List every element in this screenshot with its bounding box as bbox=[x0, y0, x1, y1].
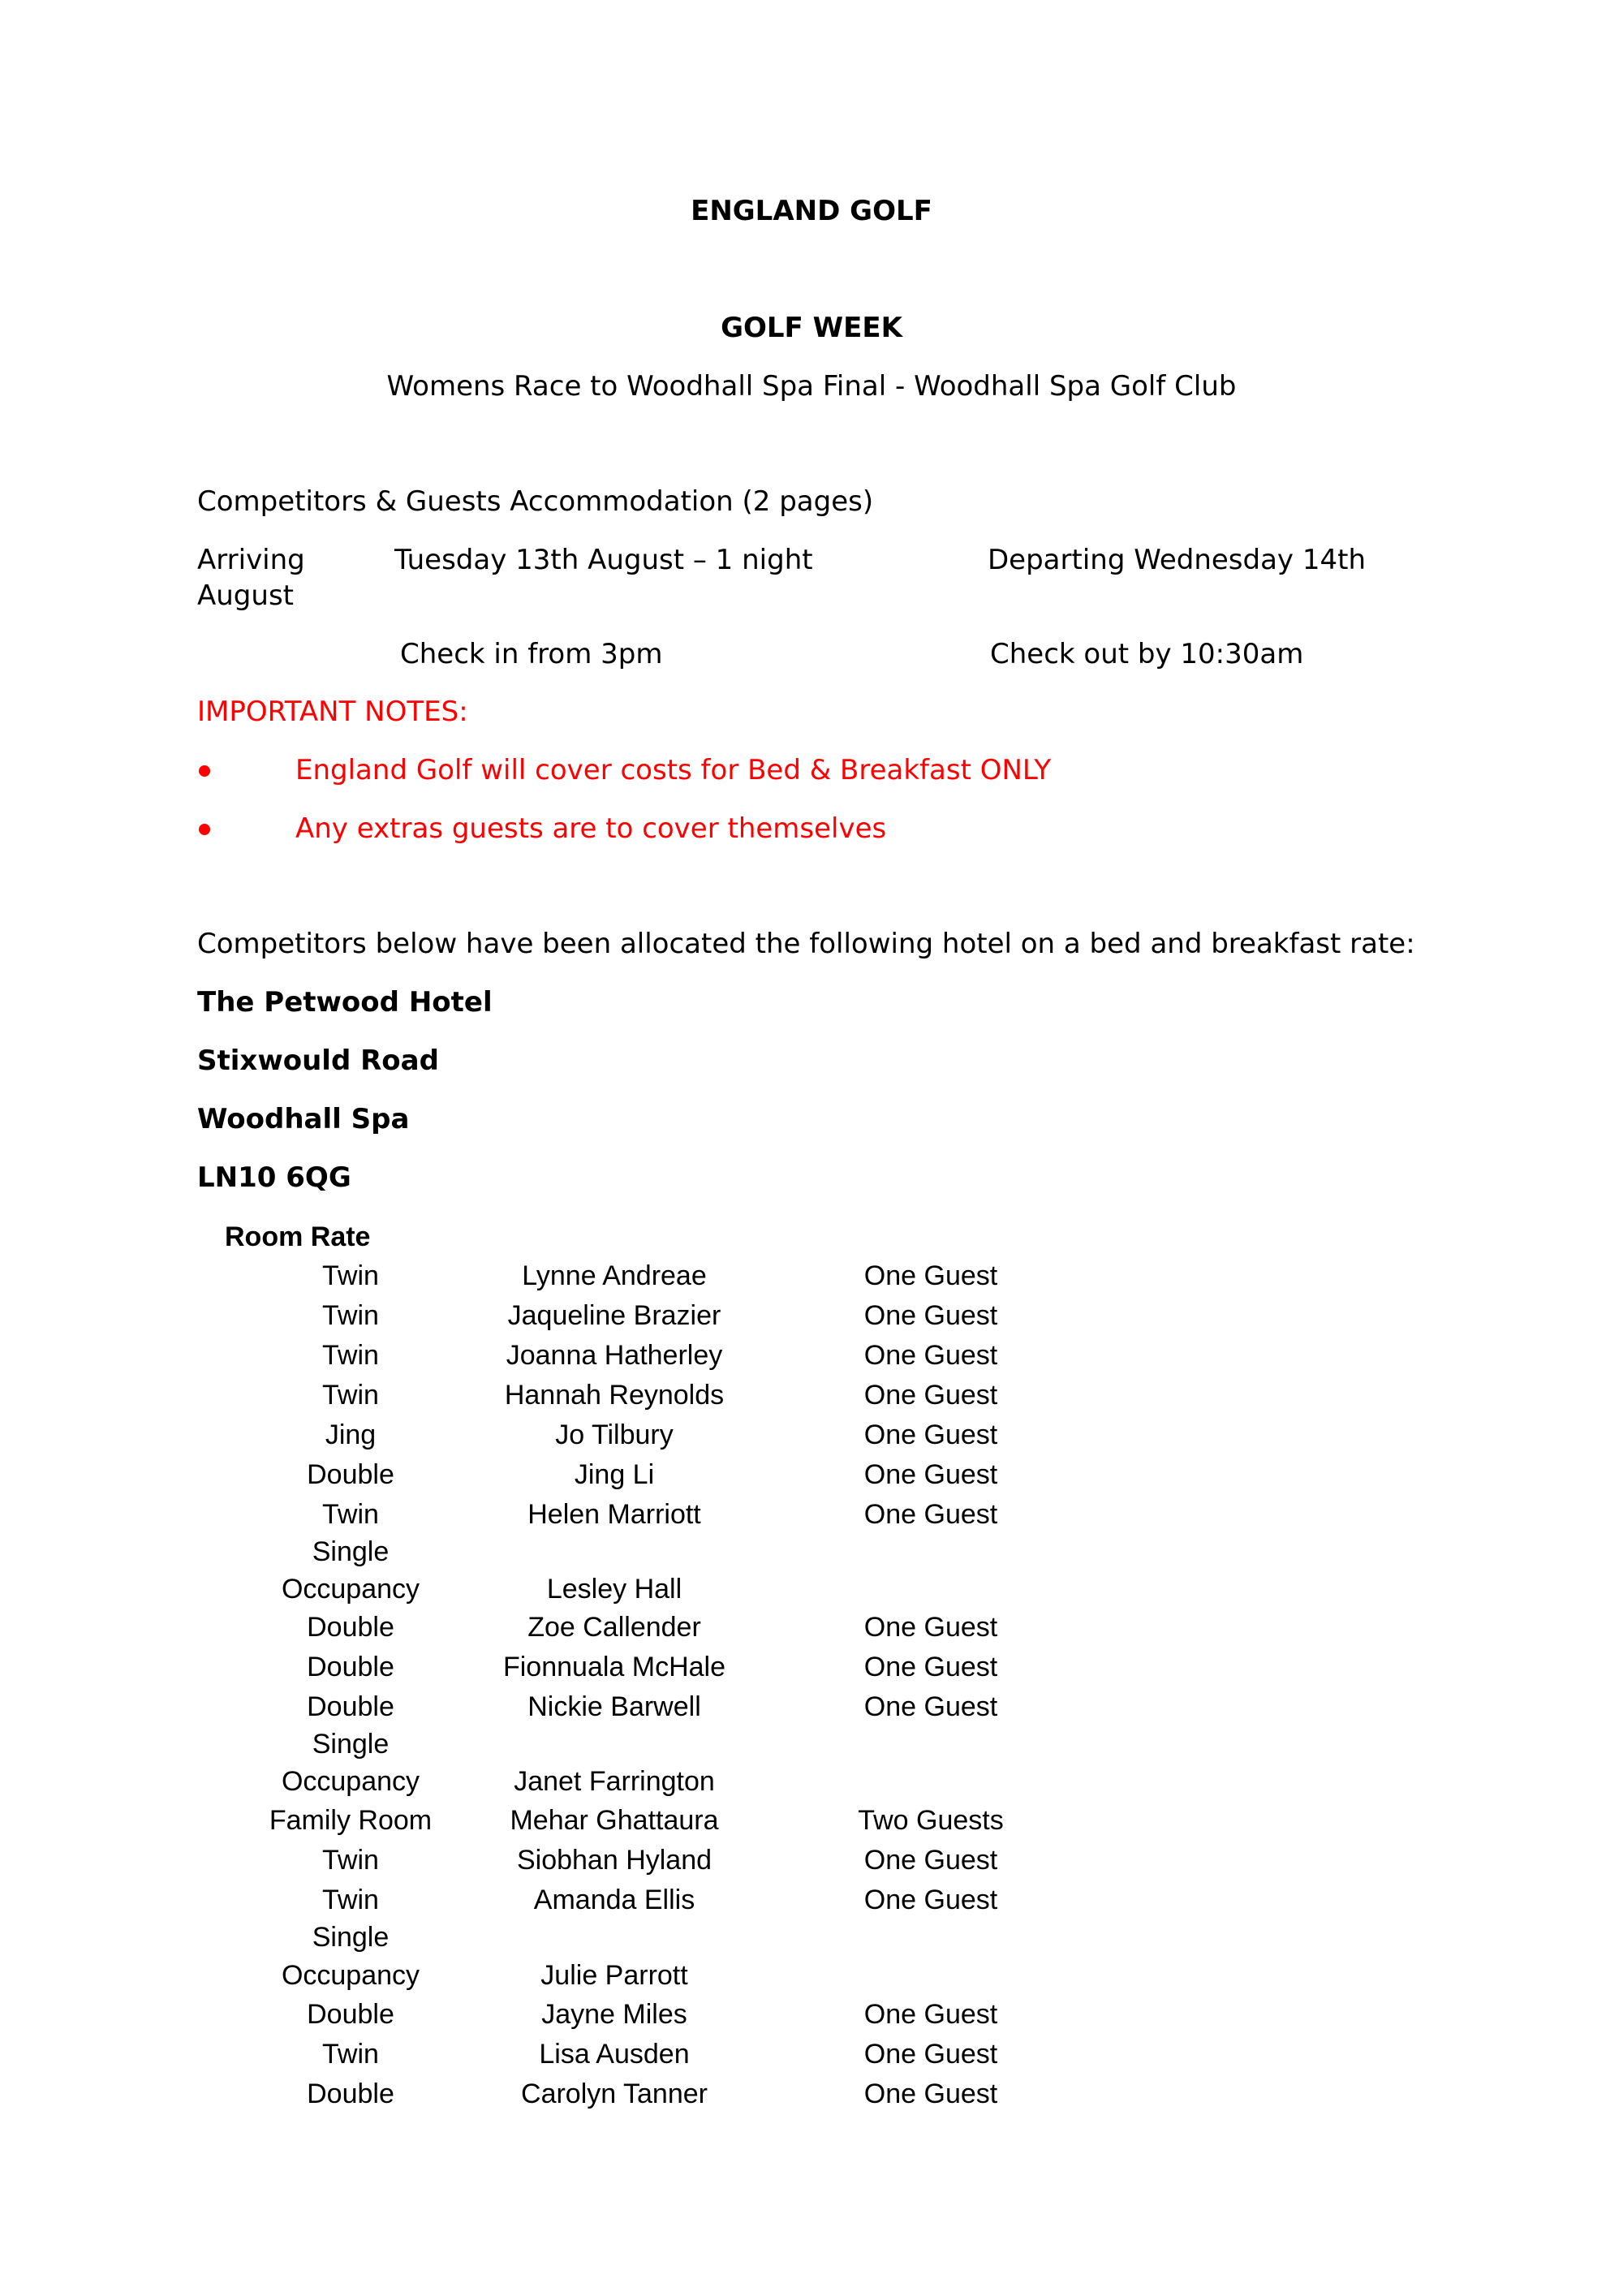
table-row bbox=[54, 1691, 1028, 1729]
competitor-name: Jayne Miles bbox=[541, 1999, 687, 2030]
room-type: Twin bbox=[322, 2039, 379, 2070]
guest-count: One Guest bbox=[863, 1691, 998, 1722]
room-table bbox=[54, 1260, 1109, 2113]
competitor-name: Joanna Hatherley bbox=[506, 1340, 723, 1371]
room-type: Occupancy bbox=[281, 1574, 420, 1605]
bullet-icon bbox=[199, 765, 210, 777]
room-type: Single bbox=[312, 1729, 390, 1760]
guest-count: One Guest bbox=[863, 1845, 998, 1876]
competitor-name: Zoe Callender bbox=[527, 1612, 701, 1643]
room-type: Jing bbox=[325, 1419, 377, 1450]
competitor-name: Carolyn Tanner bbox=[521, 2078, 708, 2109]
guest-count: One Guest bbox=[863, 1652, 998, 1682]
arriving-label: Arriving bbox=[197, 544, 305, 576]
table-row bbox=[54, 1652, 1028, 1689]
note-item: England Golf will cover costs for Bed & Breakfast ONLY bbox=[295, 754, 1052, 786]
competitor-name: Jing Li bbox=[574, 1459, 655, 1490]
competitor-name: Fionnuala McHale bbox=[502, 1652, 726, 1682]
competitor-name: Lynne Andreae bbox=[522, 1260, 707, 1291]
room-type: Twin bbox=[322, 1845, 379, 1876]
room-type: Double bbox=[307, 1999, 394, 2030]
room-type: Double bbox=[307, 1652, 394, 1682]
hotel-street: Stixwould Road bbox=[197, 1045, 439, 1077]
room-type: Double bbox=[307, 1691, 394, 1722]
guest-count: One Guest bbox=[863, 1340, 998, 1371]
table-row bbox=[54, 2078, 1028, 2116]
room-type: Twin bbox=[322, 1340, 379, 1371]
room-type: Single bbox=[312, 1922, 390, 1953]
competitor-name: Jo Tilbury bbox=[555, 1419, 674, 1450]
table-row bbox=[54, 1536, 1028, 1574]
table-row bbox=[54, 1499, 1028, 1536]
event-subtitle: Womens Race to Woodhall Spa Final - Woodhall Spa Golf Club bbox=[386, 370, 1237, 403]
arrival-date: Tuesday 13th August – 1 night bbox=[394, 544, 813, 576]
room-type: Twin bbox=[322, 1260, 379, 1291]
check-out-time: Check out by 10:30am bbox=[990, 638, 1304, 670]
guest-count: One Guest bbox=[863, 1459, 998, 1490]
table-row bbox=[54, 1845, 1028, 1882]
table-row bbox=[54, 1419, 1028, 1457]
room-type: Twin bbox=[322, 1885, 379, 1915]
table-row bbox=[54, 1729, 1028, 1766]
table-row bbox=[54, 1260, 1028, 1298]
table-row bbox=[54, 1805, 1028, 1842]
guest-count: One Guest bbox=[863, 1300, 998, 1331]
room-type: Twin bbox=[322, 1499, 379, 1530]
competitor-name: Mehar Ghattaura bbox=[510, 1805, 719, 1836]
guest-count: One Guest bbox=[863, 1499, 998, 1530]
departure-date: Departing Wednesday 14th bbox=[988, 544, 1367, 576]
note-item: Any extras guests are to cover themselves bbox=[295, 812, 887, 845]
room-type: Single bbox=[312, 1536, 390, 1567]
room-type: Twin bbox=[322, 1380, 379, 1411]
guest-count: Two Guests bbox=[858, 1805, 1004, 1836]
table-row bbox=[54, 1766, 1028, 1803]
room-type: Double bbox=[307, 1459, 394, 1490]
table-row bbox=[54, 1380, 1028, 1417]
check-in-time: Check in from 3pm bbox=[400, 638, 663, 670]
guest-count: One Guest bbox=[863, 1612, 998, 1643]
room-type: Occupancy bbox=[281, 1960, 420, 1991]
competitor-name: Siobhan Hyland bbox=[516, 1845, 712, 1876]
room-type: Twin bbox=[322, 1300, 379, 1331]
hotel-intro: Competitors below have been allocated the following hotel on a bed and breakfast rate: bbox=[197, 928, 1415, 960]
table-row bbox=[54, 1960, 1028, 1997]
table-row bbox=[54, 1300, 1028, 1338]
accommodation-heading: Competitors & Guests Accommodation (2 pages) bbox=[197, 485, 874, 518]
table-row bbox=[54, 1574, 1028, 1611]
competitor-name: Jaqueline Brazier bbox=[507, 1300, 721, 1331]
table-row bbox=[54, 1340, 1028, 1377]
table-row bbox=[54, 1922, 1028, 1959]
table-row bbox=[54, 1885, 1028, 1922]
table-row bbox=[54, 1459, 1028, 1497]
guest-count: One Guest bbox=[863, 2039, 998, 2070]
guest-count: One Guest bbox=[863, 1885, 998, 1915]
guest-count: One Guest bbox=[863, 1380, 998, 1411]
room-type: Occupancy bbox=[281, 1766, 420, 1797]
competitor-name: Amanda Ellis bbox=[533, 1885, 695, 1915]
hotel-postcode: LN10 6QG bbox=[197, 1161, 351, 1194]
competitor-name: Helen Marriott bbox=[527, 1499, 701, 1530]
room-type: Double bbox=[307, 2078, 394, 2109]
competitor-name: Lisa Ausden bbox=[539, 2039, 690, 2070]
table-row bbox=[54, 1999, 1028, 2036]
guest-count: One Guest bbox=[863, 1999, 998, 2030]
guest-count: One Guest bbox=[863, 1260, 998, 1291]
competitor-name: Nickie Barwell bbox=[527, 1691, 701, 1722]
event-title: GOLF WEEK bbox=[721, 312, 902, 344]
room-type: Double bbox=[307, 1612, 394, 1643]
table-header-room-rate: Room Rate bbox=[225, 1221, 371, 1252]
room-type: Family Room bbox=[269, 1805, 433, 1836]
guest-count: One Guest bbox=[863, 2078, 998, 2109]
bullet-icon bbox=[199, 824, 210, 835]
competitor-name: Lesley Hall bbox=[546, 1574, 682, 1605]
table-row bbox=[54, 2039, 1028, 2076]
arriving-label-cont: August bbox=[197, 579, 294, 612]
competitor-name: Julie Parrott bbox=[540, 1960, 688, 1991]
table-row bbox=[54, 1612, 1028, 1649]
org-title: ENGLAND GOLF bbox=[691, 195, 932, 227]
competitor-name: Hannah Reynolds bbox=[504, 1380, 725, 1411]
hotel-name: The Petwood Hotel bbox=[197, 986, 493, 1019]
competitor-name: Janet Farrington bbox=[514, 1766, 715, 1797]
hotel-town: Woodhall Spa bbox=[197, 1103, 410, 1135]
important-notes-heading: IMPORTANT NOTES: bbox=[197, 696, 468, 728]
guest-count: One Guest bbox=[863, 1419, 998, 1450]
